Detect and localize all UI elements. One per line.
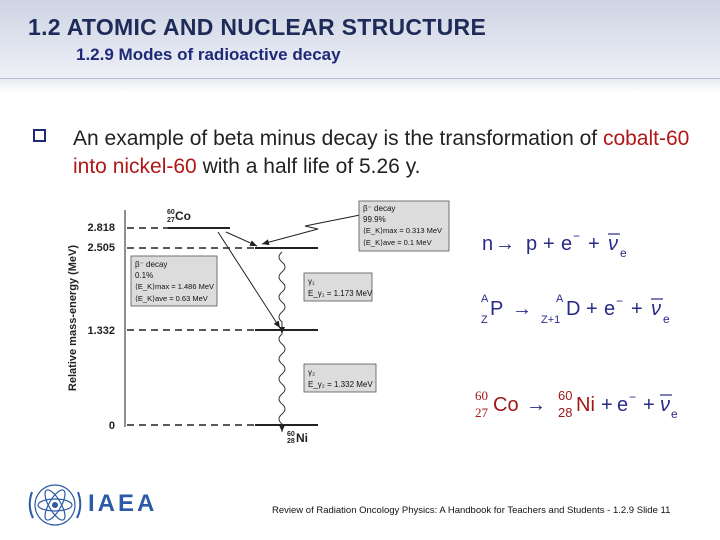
svg-text:e: e	[663, 312, 670, 326]
equation-co60-decay	[475, 388, 678, 421]
parent-z: 27	[167, 217, 175, 224]
gamma1-info-box	[304, 273, 373, 301]
beta-arrow-main	[226, 232, 257, 246]
gamma2-info-box	[304, 364, 376, 392]
svg-text:⟨E_K⟩max = 1.486 MeV: ⟨E_K⟩max = 1.486 MeV	[135, 282, 215, 291]
svg-text:γ₁: γ₁	[308, 277, 315, 286]
level-label: 2.818	[87, 222, 115, 234]
svg-text:p: p	[526, 233, 538, 255]
svg-text:n: n	[482, 233, 494, 255]
bullet-text-part2: with a half life of 5.26 y.	[196, 155, 421, 178]
equation-neutron-decay	[478, 221, 680, 265]
svg-text:−: −	[573, 229, 581, 243]
svg-text:⟨E_K⟩max = 0.313 MeV: ⟨E_K⟩max = 0.313 MeV	[363, 226, 443, 235]
y-axis-label: Relative mass-energy (MeV)	[67, 244, 79, 392]
svg-text:e: e	[620, 246, 627, 260]
svg-text:e: e	[604, 298, 616, 320]
svg-text:E_γ₁ = 1.173 MeV: E_γ₁ = 1.173 MeV	[308, 289, 373, 298]
bullet-highlight: cobalt-60 into nickel-60	[73, 127, 690, 178]
svg-text:+: +	[631, 298, 643, 320]
svg-text:→: →	[512, 298, 532, 320]
iaea-logo-icon	[30, 485, 81, 525]
svg-text:e: e	[561, 233, 573, 255]
svg-text:0.1%: 0.1%	[135, 271, 154, 280]
parent-symbol: Co	[175, 209, 191, 223]
svg-text:ν: ν	[608, 233, 618, 255]
svg-text:−: −	[629, 390, 637, 404]
svg-text:28: 28	[558, 405, 573, 420]
svg-text:γ₂: γ₂	[308, 368, 316, 377]
beta-info-box-top	[359, 201, 449, 251]
slide-subtitle: 1.2.9 Modes of radioactive decay	[76, 45, 341, 64]
svg-text:60: 60	[475, 388, 488, 403]
svg-text:Ni: Ni	[576, 394, 595, 416]
svg-text:β⁻ decay: β⁻ decay	[135, 260, 168, 269]
beta-arrow-minor	[218, 232, 280, 328]
daughter-z: 28	[287, 438, 295, 445]
svg-text:A: A	[556, 293, 564, 305]
svg-text:27: 27	[475, 405, 488, 420]
equation-general-beta-minus	[481, 293, 670, 326]
svg-text:Z+1: Z+1	[541, 314, 561, 326]
daughter-mass: 60	[287, 431, 295, 438]
svg-text:⟨E_K⟩ave = 0.1 MeV: ⟨E_K⟩ave = 0.1 MeV	[363, 238, 432, 247]
svg-text:→: →	[495, 233, 515, 255]
svg-text:⟨E_K⟩ave = 0.63 MeV: ⟨E_K⟩ave = 0.63 MeV	[135, 294, 208, 303]
svg-text:A: A	[481, 293, 489, 305]
svg-text:→: →	[526, 394, 546, 416]
svg-text:D: D	[566, 298, 581, 320]
svg-text:+: +	[586, 298, 598, 320]
gamma2-wave	[279, 334, 285, 432]
svg-text:60: 60	[558, 388, 573, 403]
svg-text:β⁻ decay: β⁻ decay	[363, 204, 396, 213]
parent-mass: 60	[167, 209, 175, 216]
svg-text:Co: Co	[493, 394, 519, 416]
bullet-text-part1: An example of beta minus decay is the transformation of	[73, 127, 603, 150]
svg-text:ν: ν	[651, 298, 661, 320]
beta-info-box-left	[131, 256, 217, 306]
svg-text:e: e	[617, 394, 629, 416]
svg-text:e: e	[671, 407, 678, 421]
svg-text:+: +	[643, 394, 655, 416]
beta-pointer	[262, 215, 360, 244]
level-label: 1.332	[87, 325, 115, 337]
svg-text:Z: Z	[481, 314, 488, 326]
svg-text:E_γ₂ = 1.332 MeV: E_γ₂ = 1.332 MeV	[308, 380, 373, 389]
svg-text:99.9%: 99.9%	[363, 215, 386, 224]
iaea-wordmark: IAEA	[88, 490, 158, 517]
svg-text:−: −	[616, 294, 624, 308]
svg-text:ν: ν	[660, 394, 670, 416]
level-label: 2.505	[87, 242, 115, 254]
svg-text:+: +	[588, 233, 600, 255]
svg-text:P: P	[490, 298, 504, 320]
level-label: 0	[108, 420, 115, 432]
svg-text:+: +	[601, 394, 613, 416]
svg-text:+: +	[543, 233, 555, 255]
daughter-symbol: Ni	[296, 431, 308, 445]
gamma1-wave	[279, 252, 285, 334]
footer-citation: Review of Radiation Oncology Physics: A Handbook for Teachers and Students - 1.2.9 Slide 11	[272, 505, 671, 516]
slide-title: 1.2 ATOMIC AND NUCLEAR STRUCTURE	[28, 14, 487, 40]
